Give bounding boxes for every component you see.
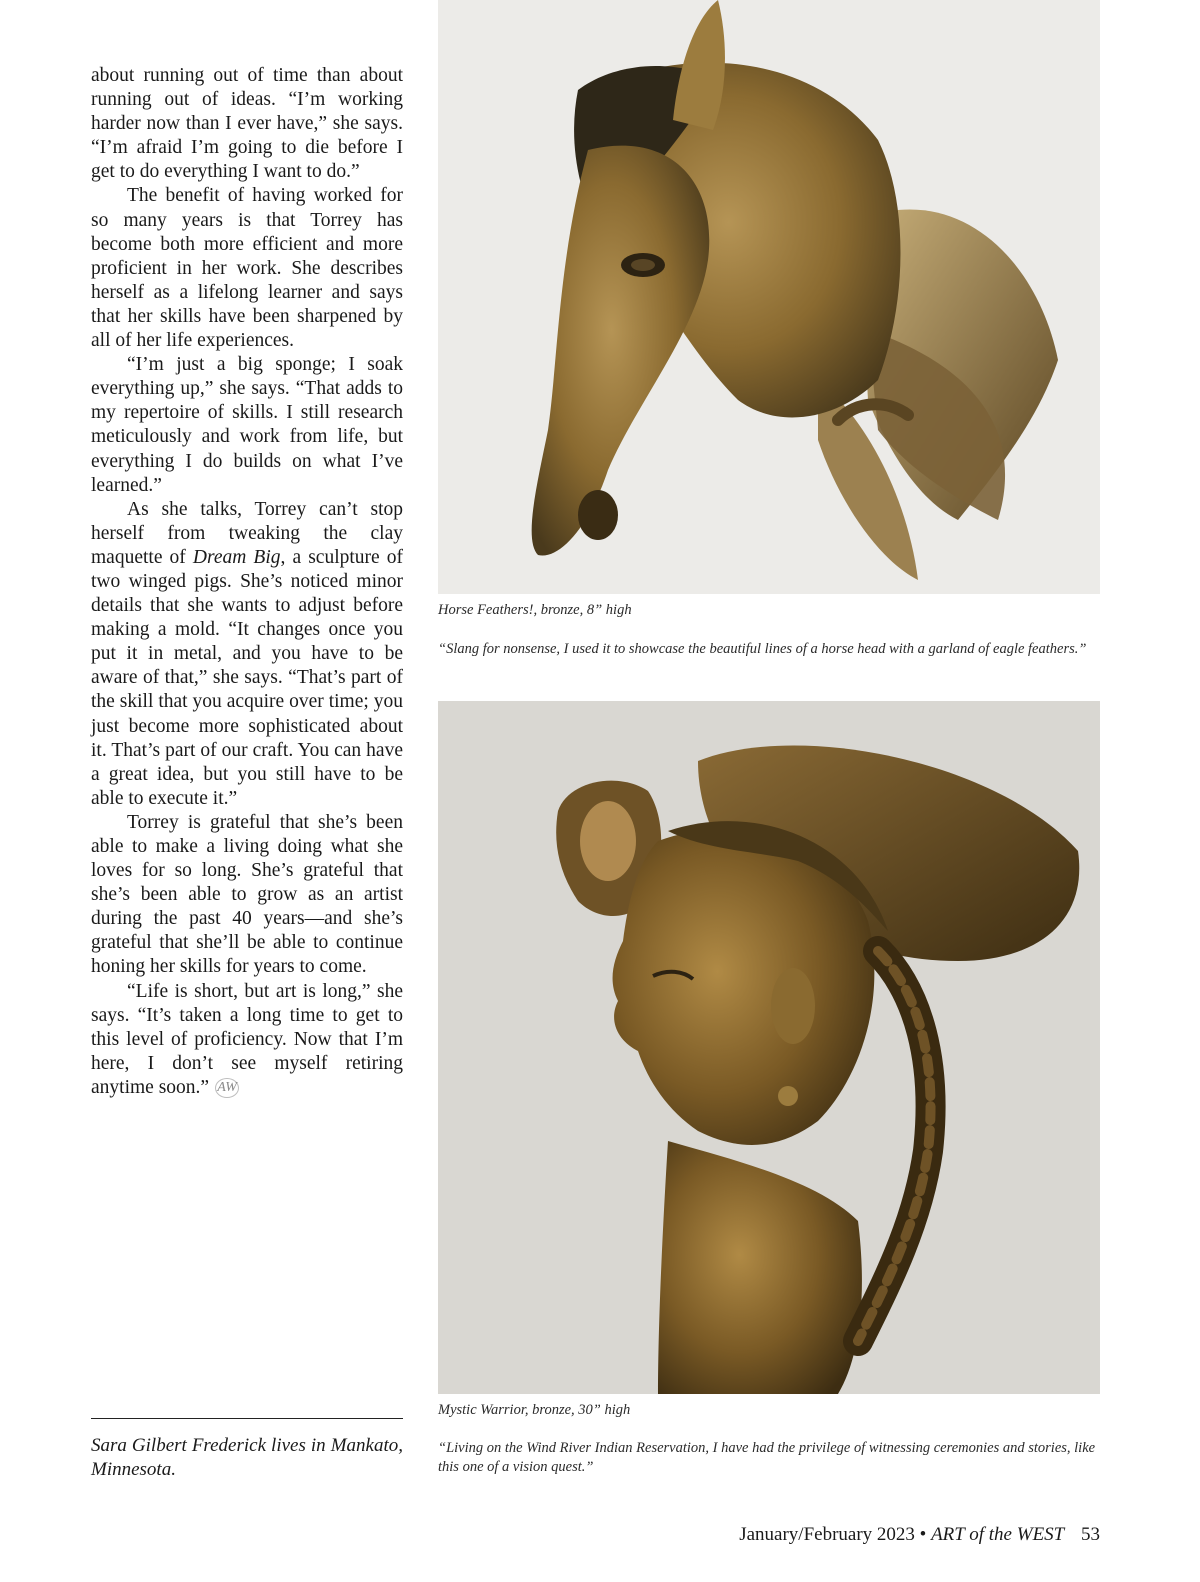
mystic-warrior-photo [438,701,1100,1394]
horse-caption-title: Horse Feathers!, bronze, 8” high [438,602,632,618]
paragraph-4-before: As she talks, Torrey can’t stop herself from tweaking the clay maquette of [91,498,403,568]
article-body [91,64,403,1100]
page-footer [739,1523,1100,1547]
warrior-caption-title: Mystic Warrior, bronze, 30” high [438,1402,631,1418]
warrior-sculpture-image [438,701,1100,1394]
paragraph-6-text: “Life is short, but art is long,” she says. “It’s taken a long time to get to this level of proficiency. Now that I’m here, I don’t see myself retiring anytime soon.” [91,980,403,1098]
paragraph-4-after: , a sculpture of two winged pigs. She’s noticed minor details that she wants to adjust before making a mold. “It changes once you put it in metal, and you have to be aware of that,” she says. “That’s part of the skill that you acquire over time; you just become more sophisticated about it. That’s part of our craft. You can have a great idea, but you still have to be able to execute it.” [91,546,404,809]
horse-sculpture-image [438,0,1100,594]
paragraph-6 [91,980,403,1100]
warrior-caption [438,1401,1100,1477]
author-bio: Sara Gilbert Frederick lives in Mankato, Minnesota. [91,1435,403,1480]
paragraph-2: The benefit of having worked for so many years is that Torrey has become both more efficient and more proficient in her work. She describes herself as a lifelong learner and says that her skills have been sharpened by all of her life experiences. [91,185,403,352]
issue-date: January/February 2023 • [739,1524,927,1545]
horse-feathers-photo [438,0,1100,594]
horse-caption-quote: “Slang for nonsense, I used it to showcase the beautiful lines of a horse head with a garland of eagle feathers.” [438,641,1087,657]
paragraph-5: Torrey is grateful that she’s been able to make a living doing what she loves for so long. She’s grateful that she’s been able to grow as an artist during the past 40 years—and she’s grateful that she’ll be able to continue honing her skills for years to come. [91,811,403,978]
paragraph-1: about running out of time than about running out of ideas. “I’m working harder now than I ever have,” she says. “I’m afraid I’m going to die before I get to do everything I want to do.” [91,65,403,183]
magazine-name: ART of the WEST [931,1524,1065,1545]
author-divider [91,1418,403,1419]
paragraph-3: “I’m just a big sponge; I soak everything up,” she says. “That adds to my repertoire of skills. I still research meticulously and work from life, but everything I do builds on what I’ve learned.” [91,354,403,496]
artwork-title-dream-big: Dream Big [192,546,281,568]
page-number: 53 [1081,1524,1100,1545]
end-mark-icon: AW [215,1078,239,1098]
paragraph-4 [91,498,403,811]
horse-caption [438,601,1100,659]
warrior-caption-quote: “Living on the Wind River Indian Reservation, I have had the privilege of witnessing ceremonies and stories, like this one of a vision quest.” [438,1440,1096,1475]
